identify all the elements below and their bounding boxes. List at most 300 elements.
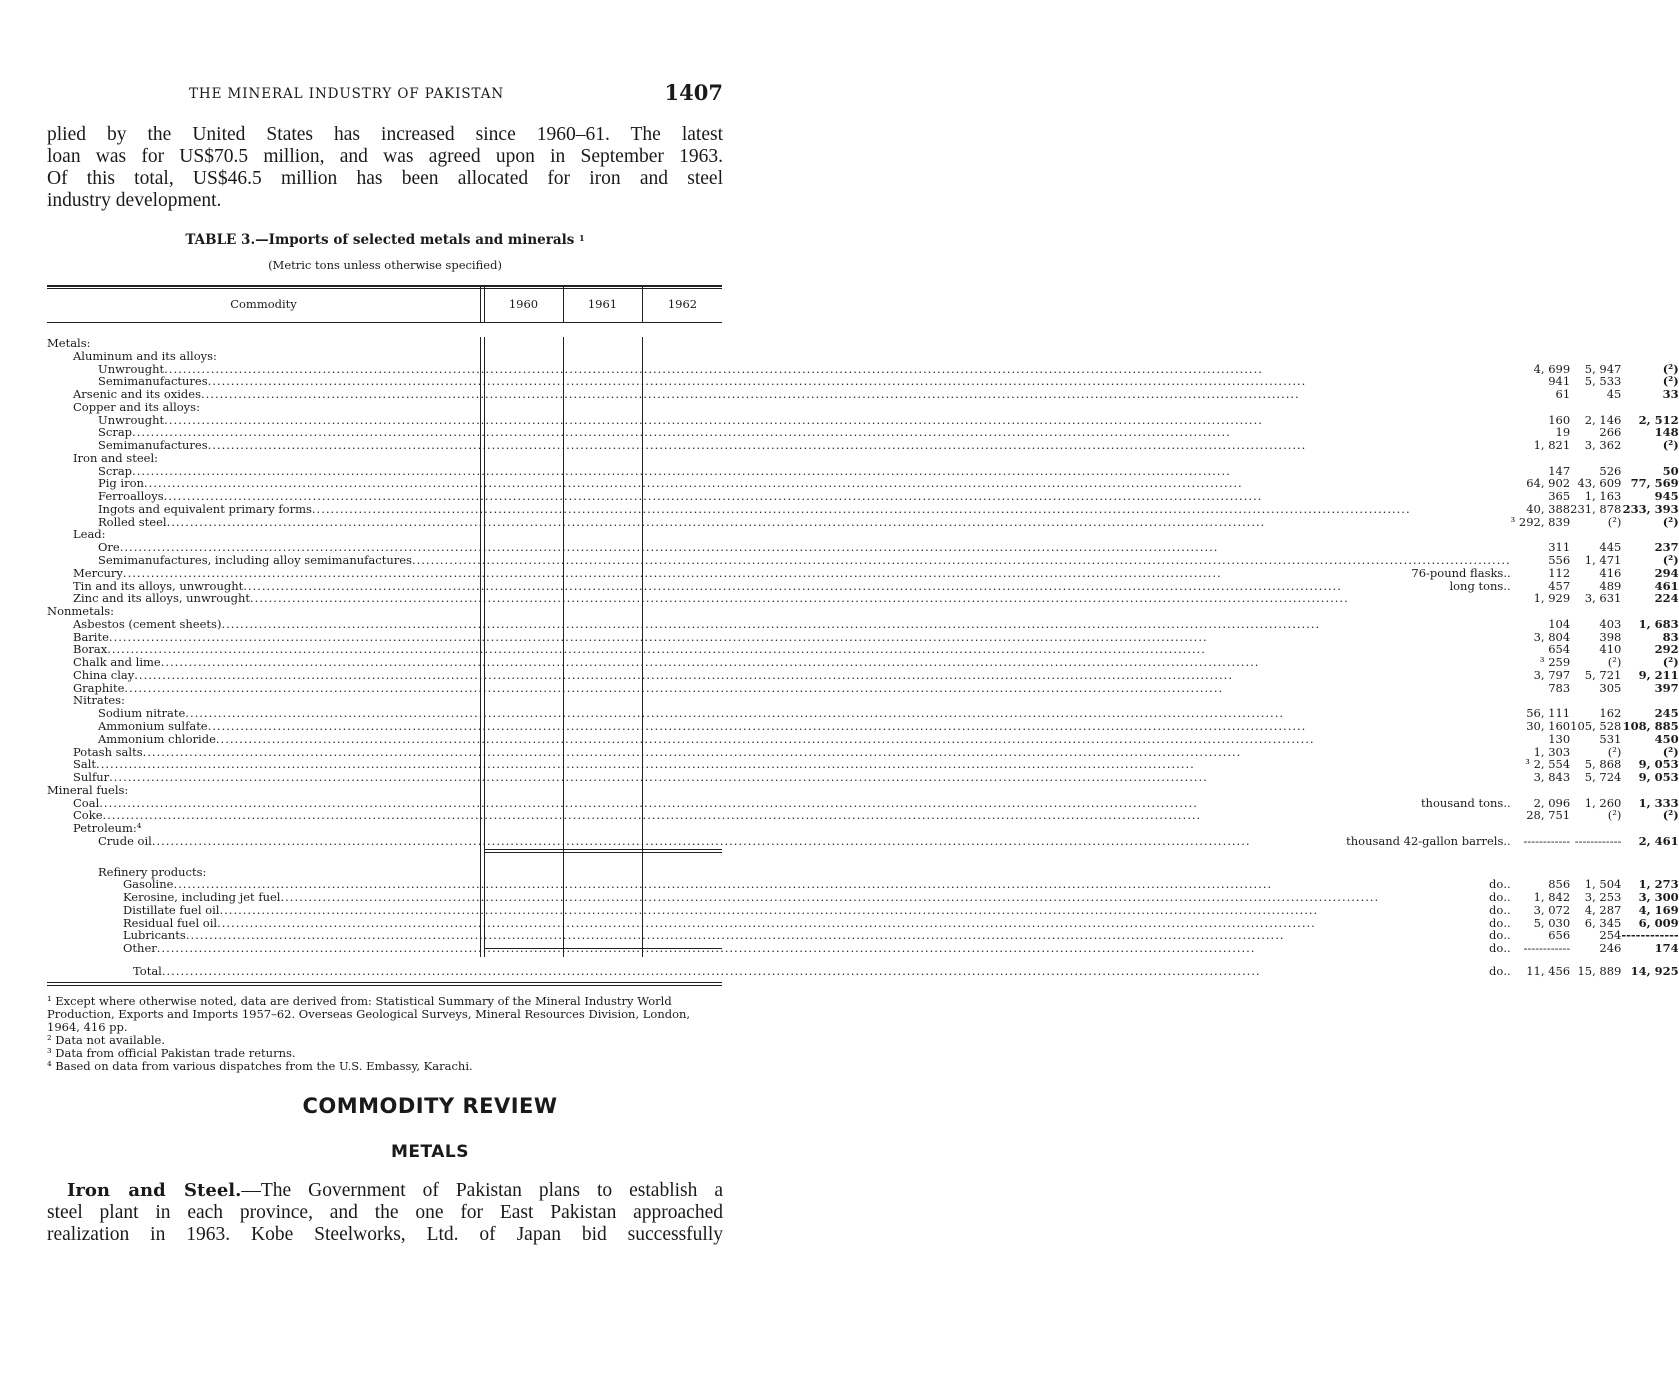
value-1960: 160: [1548, 412, 1571, 427]
commodity-label: Scrap: [98, 425, 133, 440]
commodity-label: Crude oil: [98, 833, 152, 848]
commodity-label: Ferroalloys: [98, 489, 164, 504]
value-1960: 3, 804: [1533, 629, 1571, 644]
value-1960: 3, 843: [1533, 770, 1571, 785]
commodity-cell: [47, 605, 1511, 618]
value-1962: 2, 461: [1638, 833, 1679, 848]
table-row: [47, 682, 1679, 695]
commodity-label: Asbestos (cement sheets): [73, 616, 222, 631]
commodity-label: Mineral fuels:: [47, 782, 129, 797]
value-1961: 105, 528: [1570, 718, 1622, 733]
value-1960: 30, 160: [1526, 718, 1571, 733]
leader-dots: ..: [1503, 578, 1511, 593]
value-1960: 656: [1548, 928, 1571, 943]
commodity-cell: [47, 809, 1511, 822]
value-1961: 489: [1599, 578, 1622, 593]
value-1961: 231, 878: [1570, 501, 1622, 516]
value-1960: [1511, 401, 1570, 414]
value-1960: [1511, 605, 1570, 618]
column-header-1961: 1961: [587, 297, 618, 311]
commodity-label: Scrap: [98, 463, 133, 478]
value-1960: 311: [1548, 540, 1571, 555]
unit-label: do: [1489, 941, 1504, 956]
commodity-label: Petroleum:⁴: [73, 821, 142, 836]
value-1962: (²): [1662, 655, 1679, 670]
table-row: [47, 605, 1679, 618]
value-1961: 15, 889: [1577, 963, 1622, 978]
table-row: [47, 567, 1679, 580]
paragraph-line-text: —The Government of Pakistan plans to establish a: [241, 1180, 723, 1201]
leader-dots: [157, 942, 1489, 955]
table-row: [47, 822, 1679, 835]
table-header-rule: [47, 322, 722, 323]
value-1961: 5, 724: [1584, 770, 1622, 785]
commodity-cell: [47, 891, 1511, 904]
value-1960: 856: [1548, 877, 1571, 892]
value-1960: 2, 096: [1533, 795, 1571, 810]
value-1961: 526: [1599, 463, 1622, 478]
footnote: ³ Data from official Pakistan trade returns.: [47, 1046, 296, 1060]
paragraph-lead: Iron and Steel.: [67, 1180, 242, 1201]
footnote: ¹ Except where otherwise noted, data are derived from: Statistical Summary of the Mineral Industry World Production, Exports and Imports 1957–62. Overseas Geological Surveys, Mineral Resources Division, London, 1964, 416 pp.: [47, 994, 691, 1034]
commodity-label: Rolled steel: [98, 514, 167, 529]
value-1961: 3, 362: [1584, 438, 1622, 453]
value-1961: 162: [1599, 706, 1622, 721]
refinery-separator-rule: [484, 849, 722, 850]
metals-heading: METALS: [390, 1142, 470, 1162]
commodity-cell: [47, 618, 1511, 631]
value-1961: (²): [1607, 744, 1622, 759]
leader-dots: ..: [1503, 915, 1511, 930]
value-1962: 4, 169: [1638, 902, 1679, 917]
commodity-label: Metals:: [47, 336, 91, 350]
commodity-label: Ingots and equivalent primary forms: [98, 501, 312, 516]
commodity-label: Borax: [73, 642, 108, 657]
unit-label: thousand tons: [1420, 795, 1504, 810]
commodity-cell: [47, 337, 1511, 350]
commodity-label: Semimanufactures, including alloy semimanufactures: [98, 553, 412, 568]
value-1960: 64, 902: [1526, 476, 1571, 491]
value-1960: [1511, 784, 1570, 797]
commodity-label: Tin and its alloys, unwrought: [73, 578, 244, 593]
value-1961: 5, 947: [1584, 361, 1622, 376]
value-1961: 398: [1599, 629, 1622, 644]
value-1960: ------------: [1523, 833, 1571, 848]
commodity-label: Iron and steel:: [73, 450, 158, 465]
commodity-cell: [47, 516, 1511, 529]
value-1961: [1570, 605, 1621, 618]
value-1960: [1511, 822, 1570, 835]
commodity-label: Copper and its alloys:: [73, 399, 200, 414]
value-1961: [1570, 784, 1621, 797]
value-1961: (²): [1607, 808, 1622, 823]
table-subtitle: (Metric tons unless otherwise specified): [268, 258, 502, 272]
leader-dots: [208, 439, 1511, 452]
commodity-label: Potash salts: [73, 744, 143, 759]
leader-dots: [161, 656, 1511, 669]
value-1962: (²): [1662, 361, 1679, 376]
value-1961: 305: [1599, 680, 1622, 695]
value-1962: 450: [1654, 731, 1679, 746]
table-row: [47, 554, 1679, 567]
value-1962: [1621, 605, 1678, 618]
leader-dots: [250, 592, 1511, 605]
value-1961: 445: [1599, 540, 1622, 555]
value-1962: 6, 009: [1638, 915, 1679, 930]
value-1962: [1621, 350, 1678, 363]
commodity-label: Lubricants: [123, 928, 186, 943]
value-1961: [1570, 350, 1621, 363]
value-1961: 5, 533: [1584, 374, 1622, 389]
leader-dots: [103, 809, 1511, 822]
commodity-label: Aluminum and its alloys:: [73, 348, 217, 363]
value-1962: [1621, 337, 1678, 350]
table-row: [47, 401, 1679, 414]
value-1962: 224: [1654, 591, 1679, 606]
value-1960: 654: [1548, 642, 1571, 657]
iron-and-steel-paragraph: [47, 1180, 723, 1246]
value-1960: [1511, 337, 1570, 350]
commodity-cell: [47, 733, 1511, 746]
page-number: 1407: [664, 80, 723, 105]
commodity-label: Total: [133, 963, 162, 978]
table-row: [47, 618, 1679, 631]
total-row: [47, 965, 1679, 978]
leader-dots: [123, 567, 1411, 580]
value-1960: 1, 842: [1533, 890, 1571, 905]
commodity-label: Unwrought: [98, 361, 165, 376]
value-1962: 294: [1654, 565, 1679, 580]
commodity-cell: [47, 503, 1511, 516]
value-1960: 61: [1555, 387, 1571, 402]
value-1962: 50: [1662, 463, 1679, 478]
value-1961: 1, 163: [1584, 489, 1622, 504]
value-1960: 4, 699: [1533, 361, 1571, 376]
commodity-label: Barite: [73, 629, 109, 644]
value-1962: 9, 211: [1638, 667, 1679, 682]
unit-label: do: [1489, 877, 1504, 892]
table-title: [47, 232, 723, 248]
table-row: [47, 439, 1679, 452]
table-row: [47, 891, 1679, 904]
commodity-label: Salt: [73, 757, 97, 772]
column-header-1960: 1960: [508, 297, 539, 311]
value-1961: [1570, 401, 1621, 414]
table-row: [47, 835, 1679, 848]
commodity-label: Gasoline: [123, 877, 174, 892]
paragraph-line: loan was for US$70.5 million, and was agreed upon in September 1963.: [47, 146, 723, 167]
value-1961: ------------: [1574, 833, 1622, 848]
table-row: [47, 904, 1679, 917]
commodity-label: Refinery products:: [98, 864, 207, 879]
value-1961: 5, 721: [1584, 667, 1622, 682]
commodity-label: Kerosine, including jet fuel: [123, 890, 281, 905]
value-1962: 397: [1654, 680, 1679, 695]
leader-dots: [219, 904, 1489, 917]
value-1961: 45: [1606, 387, 1622, 402]
commodity-label: Sodium nitrate: [98, 706, 186, 721]
leader-dots: ..: [1503, 890, 1511, 905]
value-1960: 19: [1555, 425, 1571, 440]
value-1962: 77, 569: [1630, 476, 1679, 491]
value-1961: 43, 609: [1577, 476, 1622, 491]
column-header-1962: 1962: [667, 297, 698, 311]
paragraph-line: steel plant in each province, and the one for East Pakistan approached: [47, 1202, 723, 1223]
leader-dots: ..: [1503, 928, 1511, 943]
paragraph-line: [47, 1180, 723, 1202]
commodity-label: Mercury: [73, 565, 123, 580]
commodity-label: Coal: [73, 795, 100, 810]
value-1961: 6, 345: [1584, 915, 1622, 930]
leader-dots: ..: [1503, 941, 1511, 956]
value-1962: 2, 512: [1638, 412, 1679, 427]
value-1960: 104: [1548, 616, 1571, 631]
total-separator-rule: [484, 948, 722, 949]
commodity-label: Ammonium sulfate: [98, 718, 208, 733]
refinery-separator-rule: [484, 852, 722, 853]
commodity-cell: [47, 835, 1511, 848]
value-1962: [1621, 822, 1678, 835]
value-1962: [1621, 401, 1678, 414]
value-1962: 1, 683: [1638, 616, 1679, 631]
column-header-commodity: Commodity: [230, 297, 297, 311]
table-row: [47, 350, 1679, 363]
commodity-label: Arsenic and its oxides: [73, 387, 201, 402]
footnote: ⁴ Based on data from various dispatches from the U.S. Embassy, Karachi.: [47, 1059, 473, 1073]
value-1962: [1621, 452, 1678, 465]
commodity-cell: [47, 669, 1511, 682]
value-1960: 56, 111: [1526, 706, 1571, 721]
commodity-label: Zinc and its alloys, unwrought: [73, 591, 251, 606]
footnote: ² Data not available.: [47, 1033, 166, 1047]
commodity-cell: [47, 388, 1511, 401]
commodity-cell: [47, 822, 1511, 835]
table-bottom-rule-inner: [47, 985, 722, 986]
leader-dots: [221, 618, 1510, 631]
commodity-cell: [47, 567, 1511, 580]
leader-dots: ..: [1503, 795, 1511, 810]
value-1960: 3, 797: [1533, 667, 1571, 682]
value-1961: 2, 146: [1584, 412, 1622, 427]
table-top-rule-inner: [47, 288, 722, 289]
commodity-cell: [47, 439, 1511, 452]
leader-dots: [109, 771, 1511, 784]
table-row: [47, 337, 1679, 350]
table-row: [47, 503, 1679, 516]
table-row: [47, 656, 1679, 669]
commodity-cell: [47, 965, 1511, 978]
value-1961: (²): [1607, 514, 1622, 529]
table-row: [47, 720, 1679, 733]
value-1961: 531: [1599, 731, 1622, 746]
value-1961: 416: [1599, 565, 1622, 580]
leader-dots: ..: [1503, 833, 1511, 848]
leader-dots: [216, 733, 1511, 746]
value-1962: 1, 273: [1638, 877, 1679, 892]
table-title-footnote-ref: 1: [579, 233, 585, 243]
table-row: [47, 452, 1679, 465]
commodity-cell: [47, 452, 1511, 465]
table-row: [47, 516, 1679, 529]
value-1960: 5, 030: [1533, 915, 1571, 930]
leader-dots: ..: [1503, 963, 1511, 978]
paragraph-line: Of this total, US$46.5 million has been allocated for iron and steel: [47, 168, 723, 189]
commodity-label: Ammonium chloride: [98, 731, 216, 746]
table-footnotes: [47, 995, 723, 1073]
table-row: [47, 942, 1679, 955]
commodity-label: Nonmetals:: [47, 604, 115, 619]
commodity-label: Lead:: [73, 527, 106, 542]
commodity-label: Unwrought: [98, 412, 165, 427]
value-1960: ³ 292, 839: [1510, 514, 1571, 529]
value-1962: 9, 053: [1638, 757, 1679, 772]
commodity-label: Nitrates:: [73, 693, 125, 708]
value-1961: 4, 287: [1584, 902, 1622, 917]
value-1962: 237: [1654, 540, 1679, 555]
leader-dots: ..: [1503, 565, 1511, 580]
unit-label: thousand 42-gallon barrels: [1346, 833, 1504, 848]
value-1962: 292: [1654, 642, 1679, 657]
value-1961: [1570, 452, 1621, 465]
leader-dots: [201, 388, 1511, 401]
commodity-cell: [47, 904, 1511, 917]
leader-dots: [167, 516, 1511, 529]
commodity-label: Sulfur: [73, 770, 110, 785]
value-1960: 147: [1548, 463, 1571, 478]
value-1961: 246: [1599, 941, 1622, 956]
value-1960: [1511, 350, 1570, 363]
leader-dots: ..: [1503, 877, 1511, 892]
value-1962: (²): [1662, 808, 1679, 823]
commodity-cell: [47, 401, 1511, 414]
commodity-cell: [47, 554, 1511, 567]
table-row: [47, 388, 1679, 401]
value-1961: [1570, 337, 1621, 350]
commodity-label: Graphite: [73, 680, 125, 695]
value-1960: ³ 2, 554: [1525, 757, 1571, 772]
value-1962: 945: [1654, 489, 1679, 504]
table-title-text: TABLE 3.—Imports of selected metals and minerals: [185, 232, 575, 248]
leader-dots: [124, 682, 1510, 695]
table-top-rule: [47, 285, 722, 287]
value-1962: 83: [1662, 629, 1679, 644]
value-1960: 941: [1548, 374, 1571, 389]
unit-label: do: [1489, 890, 1504, 905]
value-1960: 556: [1548, 553, 1571, 568]
value-1960: 11, 456: [1526, 963, 1571, 978]
value-1960: ------------: [1523, 941, 1571, 956]
leader-dots: [312, 503, 1511, 516]
leader-dots: [134, 669, 1510, 682]
table-row: [47, 809, 1679, 822]
value-1960: [1511, 452, 1570, 465]
value-1960: 112: [1548, 565, 1571, 580]
value-1961: [1570, 822, 1621, 835]
intro-paragraph: [47, 124, 723, 212]
value-1960: 130: [1548, 731, 1571, 746]
commodity-label: Ore: [98, 540, 120, 555]
value-1961: 254: [1599, 928, 1622, 943]
value-1962: 3, 300: [1638, 890, 1679, 905]
value-1961: 1, 471: [1584, 553, 1622, 568]
value-1961: 5, 868: [1584, 757, 1622, 772]
commodity-label: Semimanufactures: [98, 438, 208, 453]
commodity-label: China clay: [73, 667, 135, 682]
value-1960: 1, 303: [1533, 744, 1571, 759]
imports-table: [47, 337, 1679, 978]
value-1960: 457: [1548, 578, 1571, 593]
leader-dots: [152, 835, 1346, 848]
value-1962: 461: [1654, 578, 1679, 593]
value-1961: 3, 631: [1584, 591, 1622, 606]
value-1962: 233, 393: [1622, 501, 1679, 516]
value-1960: 783: [1548, 680, 1571, 695]
value-1960: 1, 929: [1533, 591, 1571, 606]
table-bottom-rule: [47, 982, 722, 983]
value-1962: (²): [1662, 514, 1679, 529]
leader-dots: [412, 554, 1511, 567]
value-1962: 33: [1662, 387, 1679, 402]
leader-dots: [280, 891, 1489, 904]
unit-label: do: [1489, 928, 1504, 943]
leader-dots: ..: [1503, 902, 1511, 917]
value-1961: 3, 253: [1584, 890, 1622, 905]
value-1962: (²): [1662, 438, 1679, 453]
paragraph-line: plied by the United States has increased since 1960–61. The latest: [47, 124, 723, 145]
value-1962: (²): [1662, 553, 1679, 568]
value-1961: 403: [1599, 616, 1622, 631]
page-header: [47, 80, 723, 108]
table-row: [47, 592, 1679, 605]
table-row: [47, 669, 1679, 682]
commodity-cell: [47, 784, 1511, 797]
table-row: [47, 784, 1679, 797]
column-divider: [480, 285, 481, 322]
paragraph-line: industry development.: [47, 190, 222, 211]
spacer-row: [47, 848, 1679, 866]
value-1960: 28, 751: [1526, 808, 1571, 823]
unit-label: do: [1489, 915, 1504, 930]
leader-dots: [162, 965, 1489, 978]
commodity-cell: [47, 350, 1511, 363]
commodity-label: Residual fuel oil: [123, 915, 218, 930]
value-1961: (²): [1607, 655, 1622, 670]
value-1962: 174: [1654, 941, 1679, 956]
value-1962: 9, 053: [1638, 770, 1679, 785]
value-1962: 14, 925: [1630, 963, 1679, 978]
value-1962: 148: [1654, 425, 1679, 440]
value-1960: 40, 388: [1526, 501, 1571, 516]
unit-label: 76-pound flasks: [1411, 565, 1504, 580]
commodity-cell: [47, 656, 1511, 669]
value-1962: (²): [1662, 374, 1679, 389]
value-1960: ³ 259: [1539, 655, 1571, 670]
value-1962: 108, 885: [1622, 718, 1679, 733]
table-row: [47, 771, 1679, 784]
commodity-label: Distillate fuel oil: [123, 902, 220, 917]
commodity-cell: [47, 720, 1511, 733]
unit-label: do: [1489, 963, 1504, 978]
value-1960: 3, 072: [1533, 902, 1571, 917]
value-1962: ------------: [1621, 928, 1679, 943]
value-1961: 1, 504: [1584, 877, 1622, 892]
commodity-cell: [47, 592, 1511, 605]
value-1961: 1, 260: [1584, 795, 1622, 810]
commodity-label: Other: [123, 941, 157, 956]
table-row: [47, 733, 1679, 746]
commodity-label: Semimanufactures: [98, 374, 208, 389]
commodity-label: Coke: [73, 808, 103, 823]
